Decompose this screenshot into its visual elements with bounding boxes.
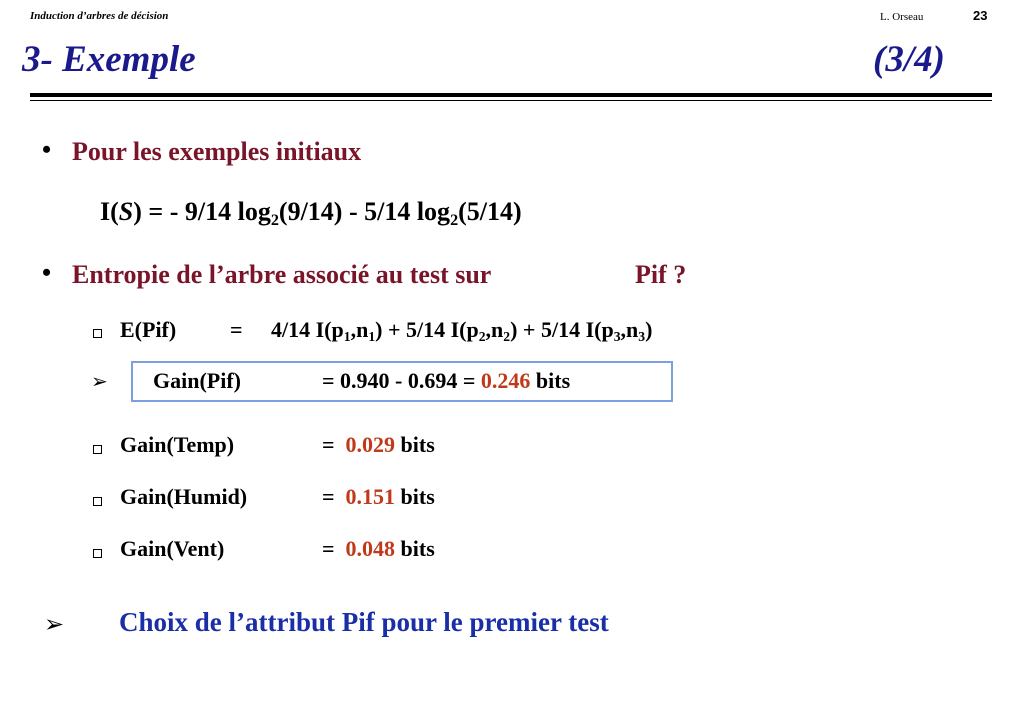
gain-vent-result: = 0.048 bits <box>322 536 435 561</box>
gain-vent-label: Gain(Vent) <box>120 536 225 561</box>
bullet-initial-examples: Pour les exemples initiaux <box>72 137 362 166</box>
square-bullet-epif <box>93 325 102 343</box>
square-bullet-temp <box>93 441 102 459</box>
gain-pif-label: Gain(Pif) <box>153 368 241 393</box>
gain-vent-value: 0.048 <box>345 536 396 561</box>
square-bullet-humid <box>93 493 102 511</box>
gain-temp-value: 0.029 <box>345 432 396 457</box>
gain-humid-value: 0.151 <box>345 484 396 509</box>
arrow-bullet-gain-pif: ➢ <box>91 369 108 393</box>
bullet-tree-entropy: Entropie de l’arbre associé au test sur <box>72 260 492 289</box>
epif-label: E(Pif) <box>120 317 177 342</box>
bullet-dot-2: • <box>42 258 52 287</box>
epif-expression: 4/14 $I(p_1,n_1) + 5/14$ $I(p_2,n_2) + 5/14$ $I(p_3,n_3)$ <box>271 317 653 345</box>
title-rule-thick <box>30 93 992 97</box>
bullet-tree-entropy-attr: Pif ? <box>635 260 687 289</box>
page-number: 23 <box>973 8 988 23</box>
square-bullet-vent <box>93 545 102 563</box>
gain-temp-label: Gain(Temp) <box>120 432 235 457</box>
formula-set-s: S <box>118 197 134 226</box>
author-name: L. Orseau <box>880 11 924 23</box>
slide-part: (3/4) <box>873 39 945 80</box>
gain-pif-result: = 0.940 - 0.694 = 0.246 bits <box>322 368 571 393</box>
gain-humid-result: = 0.151 bits <box>322 484 435 509</box>
gain-humid-label: Gain(Humid) <box>120 484 248 509</box>
gain-pif-value: 0.246 <box>480 368 531 393</box>
conclusion-text: Choix de l’attribut Pif pour le premier test <box>119 607 609 637</box>
course-title: Induction d’arbres de décision <box>30 10 169 22</box>
arrow-bullet-conclusion: ➢ <box>44 610 65 638</box>
epif-equals: = <box>230 317 243 342</box>
slide-title: 3- Exemple <box>22 39 196 80</box>
entropy-formula: I(S) = - 9/14 $\log_2(9/14) - 5/14$ $\log_2(5/14)$ <box>100 197 522 229</box>
title-rule-thin <box>30 100 992 101</box>
bullet-dot-1: • <box>42 135 52 164</box>
gain-temp-result: = 0.029 bits <box>322 432 435 457</box>
